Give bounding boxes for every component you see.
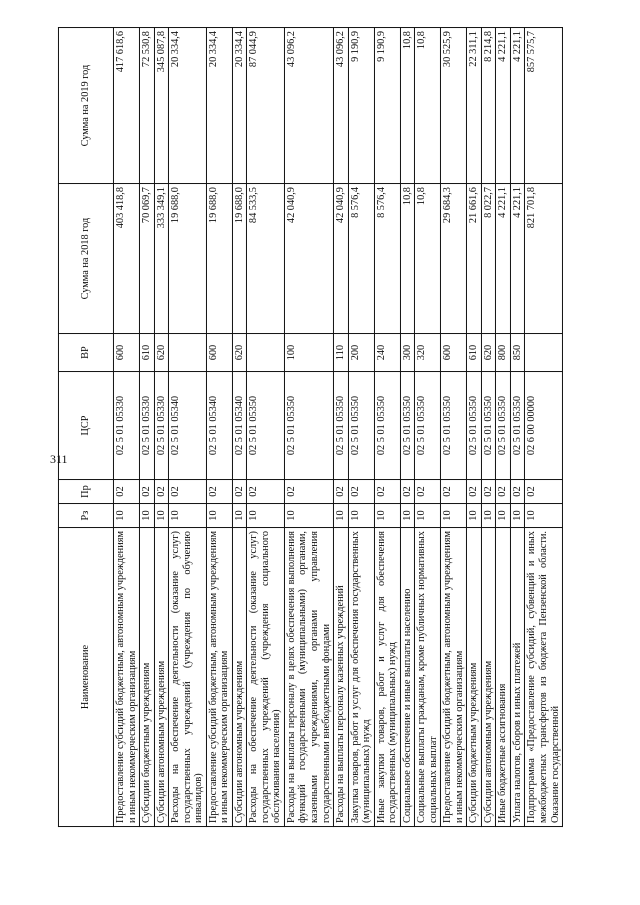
cell-sum-2018: 42 040,9: [284, 184, 333, 334]
table-row: [415, 28, 441, 827]
cell-pr: 02: [481, 480, 496, 504]
cell-csr: 02 5 01 05330: [113, 372, 139, 480]
cell-pr: 02: [206, 480, 232, 504]
cell-rz: 10: [113, 504, 139, 528]
cell-sum-2019: 10,8: [400, 28, 415, 184]
table-row: [496, 28, 511, 827]
cell-sum-2019: 345 087,8: [154, 28, 169, 184]
cell-vr: 110: [334, 334, 349, 372]
table-row: [441, 28, 467, 827]
cell-csr: 02 5 01 05350: [510, 372, 525, 480]
cell-vr: 620: [154, 334, 169, 372]
cell-sum-2018: 821 701,8: [525, 184, 563, 334]
cell-name: Субсидии автономным учреждениям: [232, 528, 247, 827]
cell-csr: 02 6 00 00000: [525, 372, 563, 480]
cell-sum-2018: 8 576,4: [348, 184, 374, 334]
cell-rz: 10: [140, 504, 155, 528]
cell-sum-2019: 9 190,9: [348, 28, 374, 184]
cell-pr: 02: [467, 480, 482, 504]
cell-vr: 610: [467, 334, 482, 372]
cell-rz: 10: [481, 504, 496, 528]
cell-name: Уплата налогов, сборов и иных платежей: [510, 528, 525, 827]
cell-name: Субсидии автономным учреждениям: [154, 528, 169, 827]
cell-sum-2019: 417 618,6: [113, 28, 139, 184]
cell-sum-2019: 72 530,8: [140, 28, 155, 184]
cell-name: Социальные выплаты гражданам, кроме публичных нормативных социальных выплат: [415, 528, 441, 827]
cell-pr: 02: [374, 480, 400, 504]
cell-csr: 02 5 01 05350: [481, 372, 496, 480]
cell-rz: 10: [510, 504, 525, 528]
table-row: [374, 28, 400, 827]
header-vr: ВР: [58, 334, 113, 372]
cell-vr: 240: [374, 334, 400, 372]
cell-csr: 02 5 01 05350: [441, 372, 467, 480]
cell-vr: 850: [510, 334, 525, 372]
cell-sum-2019: 20 334,4: [169, 28, 207, 184]
table-row: [284, 28, 333, 827]
cell-name: Расходы на обеспечение деятельности (оказание услуг) государственных учреждений (учреждения по обучению инвалидов): [169, 528, 207, 827]
cell-sum-2018: 19 688,0: [232, 184, 247, 334]
table-row: [247, 28, 285, 827]
cell-sum-2018: 19 688,0: [169, 184, 207, 334]
cell-sum-2019: 30 525,9: [441, 28, 467, 184]
cell-csr: 02 5 01 05350: [247, 372, 285, 480]
cell-vr: [247, 334, 285, 372]
cell-sum-2018: 70 069,7: [140, 184, 155, 334]
cell-vr: 300: [400, 334, 415, 372]
cell-rz: 10: [400, 504, 415, 528]
cell-name: Подпрограмма «Предоставление субсидий, субвенций и иных межбюджетных трансфертов из бюджета Пензенской области. Оказание государственной: [525, 528, 563, 827]
header-sum-2018: Сумма на 2018 год: [58, 184, 113, 334]
page-number: 311: [50, 452, 68, 466]
cell-rz: 10: [496, 504, 511, 528]
header-csr: ЦСР: [58, 372, 113, 480]
cell-vr: 620: [481, 334, 496, 372]
cell-sum-2018: 84 533,5: [247, 184, 285, 334]
cell-sum-2019: 8 214,8: [481, 28, 496, 184]
header-pr: Пр: [58, 480, 113, 504]
cell-sum-2019: 4 221,1: [510, 28, 525, 184]
cell-name: Субсидии автономным учреждениям: [481, 528, 496, 827]
cell-rz: 10: [348, 504, 374, 528]
cell-pr: 02: [247, 480, 285, 504]
cell-name: Предоставление субсидий бюджетным, автономным учреждениям и иным некоммерческим организациям: [113, 528, 139, 827]
cell-pr: 02: [348, 480, 374, 504]
cell-rz: 10: [525, 504, 563, 528]
cell-vr: 610: [140, 334, 155, 372]
cell-pr: 02: [154, 480, 169, 504]
cell-rz: 10: [334, 504, 349, 528]
cell-name: Расходы на выплаты персоналу казенных учреждений: [334, 528, 349, 827]
cell-sum-2019: 20 334,4: [232, 28, 247, 184]
table-row: [481, 28, 496, 827]
cell-sum-2019: 10,8: [415, 28, 441, 184]
cell-rz: 10: [169, 504, 207, 528]
header-sum-2019: Сумма на 2019 год: [58, 28, 113, 184]
cell-sum-2019: 9 190,9: [374, 28, 400, 184]
table-row: [140, 28, 155, 827]
cell-csr: 02 5 01 05340: [169, 372, 207, 480]
cell-pr: 02: [510, 480, 525, 504]
cell-name: Предоставление субсидий бюджетным, автономным учреждениям и иным некоммерческим организациям: [206, 528, 232, 827]
cell-rz: 10: [374, 504, 400, 528]
budget-table-container: [58, 28, 563, 827]
cell-pr: 02: [415, 480, 441, 504]
cell-vr: 600: [206, 334, 232, 372]
cell-pr: 02: [525, 480, 563, 504]
cell-pr: 02: [334, 480, 349, 504]
cell-sum-2018: 10,8: [400, 184, 415, 334]
header-rz: Рз: [58, 504, 113, 528]
cell-csr: 02 5 01 05340: [206, 372, 232, 480]
table-row: [169, 28, 207, 827]
cell-sum-2018: 4 221,1: [496, 184, 511, 334]
cell-name: Субсидии бюджетным учреждениям: [467, 528, 482, 827]
cell-csr: 02 5 01 05350: [374, 372, 400, 480]
cell-pr: 02: [232, 480, 247, 504]
table-row: [400, 28, 415, 827]
table-row: [525, 28, 563, 827]
cell-name: Расходы на обеспечение деятельности (оказание услуг) государственных учреждений (учреждения социального обслуживания населения): [247, 528, 285, 827]
cell-vr: 600: [113, 334, 139, 372]
cell-sum-2019: 43 096,2: [284, 28, 333, 184]
table-row: [510, 28, 525, 827]
cell-pr: 02: [113, 480, 139, 504]
cell-sum-2018: 333 349,1: [154, 184, 169, 334]
table-row: [467, 28, 482, 827]
cell-name: Субсидии бюджетным учреждениям: [140, 528, 155, 827]
cell-name: Предоставление субсидий бюджетным, автономным учреждениям и иным некоммерческим организациям: [441, 528, 467, 827]
cell-rz: 10: [284, 504, 333, 528]
cell-sum-2019: 20 334,4: [206, 28, 232, 184]
cell-sum-2018: 42 040,9: [334, 184, 349, 334]
header-name: Наименование: [58, 528, 113, 827]
table-row: [206, 28, 232, 827]
cell-rz: 10: [415, 504, 441, 528]
table-header-row: [58, 28, 113, 827]
cell-name: Социальное обеспечение и иные выплаты населению: [400, 528, 415, 827]
cell-rz: 10: [154, 504, 169, 528]
table-row: [154, 28, 169, 827]
cell-csr: 02 5 01 05350: [467, 372, 482, 480]
cell-csr: 02 5 01 05350: [400, 372, 415, 480]
cell-csr: 02 5 01 05350: [284, 372, 333, 480]
cell-csr: 02 5 01 05330: [154, 372, 169, 480]
cell-sum-2019: 4 221,1: [496, 28, 511, 184]
cell-pr: 02: [140, 480, 155, 504]
cell-csr: 02 5 01 05340: [232, 372, 247, 480]
cell-rz: 10: [441, 504, 467, 528]
cell-sum-2018: 10,8: [415, 184, 441, 334]
cell-sum-2019: 857 575,7: [525, 28, 563, 184]
cell-csr: 02 5 01 05330: [140, 372, 155, 480]
cell-vr: [525, 334, 563, 372]
cell-name: Иные бюджетные ассигнования: [496, 528, 511, 827]
cell-sum-2018: 8 022,7: [481, 184, 496, 334]
cell-pr: 02: [496, 480, 511, 504]
cell-rz: 10: [247, 504, 285, 528]
cell-sum-2019: 87 044,9: [247, 28, 285, 184]
cell-name: Расходы на выплаты персоналу в целях обеспечения выполнения функций государственными (муниципальными) органами, казенными учреждениями, органами управления государственными внебюджетными фондами: [284, 528, 333, 827]
cell-name: Иные закупки товаров, работ и услуг для обеспечения государственных (муниципальных) нужд: [374, 528, 400, 827]
cell-csr: 02 5 01 05350: [415, 372, 441, 480]
cell-pr: 02: [400, 480, 415, 504]
cell-pr: 02: [284, 480, 333, 504]
table-row: [334, 28, 349, 827]
cell-pr: 02: [169, 480, 207, 504]
cell-vr: 800: [496, 334, 511, 372]
cell-sum-2018: 21 661,6: [467, 184, 482, 334]
cell-sum-2018: 29 684,3: [441, 184, 467, 334]
cell-name: Закупка товаров, работ и услуг для обеспечения государственных (муниципальных) нужд: [348, 528, 374, 827]
cell-sum-2018: 4 221,1: [510, 184, 525, 334]
cell-sum-2018: 19 688,0: [206, 184, 232, 334]
table-body: [113, 28, 562, 827]
cell-vr: 100: [284, 334, 333, 372]
table-row: [348, 28, 374, 827]
budget-table: [58, 27, 563, 827]
cell-csr: 02 5 01 05350: [348, 372, 374, 480]
cell-vr: 620: [232, 334, 247, 372]
cell-vr: 600: [441, 334, 467, 372]
cell-sum-2018: 403 418,8: [113, 184, 139, 334]
cell-vr: 320: [415, 334, 441, 372]
table-row: [232, 28, 247, 827]
cell-csr: 02 5 01 05350: [496, 372, 511, 480]
cell-pr: 02: [441, 480, 467, 504]
cell-rz: 10: [206, 504, 232, 528]
cell-rz: 10: [232, 504, 247, 528]
cell-vr: 200: [348, 334, 374, 372]
cell-sum-2018: 8 576,4: [374, 184, 400, 334]
table-row: [113, 28, 139, 827]
cell-csr: 02 5 01 05350: [334, 372, 349, 480]
cell-vr: [169, 334, 207, 372]
cell-rz: 10: [467, 504, 482, 528]
cell-sum-2019: 43 096,2: [334, 28, 349, 184]
cell-sum-2019: 22 311,1: [467, 28, 482, 184]
